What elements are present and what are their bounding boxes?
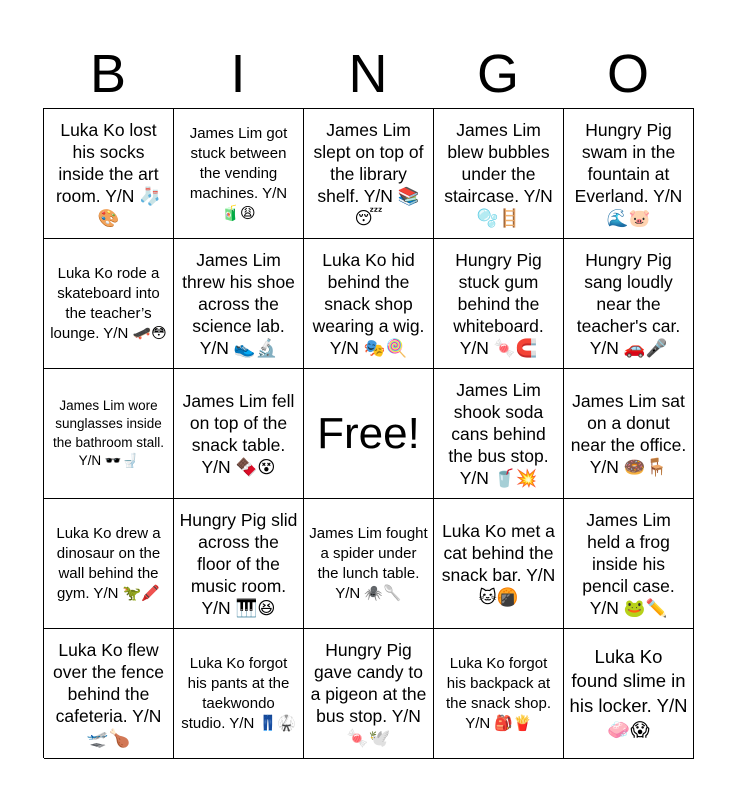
- cell-text: Hungry Pig swam in the fountain at Everland. Y/N 🌊🐷: [574, 119, 688, 228]
- cell-text: Luka Ko flew over the fence behind the cafeteria. Y/N 🛫🍗: [53, 639, 169, 748]
- bingo-board: [43, 108, 694, 758]
- bingo-cell-2-5[interactable]: [564, 239, 694, 369]
- cell-text: James Lim sat on a donut near the office. Y/N 🍩🪑: [570, 390, 691, 477]
- bingo-cell-4-3[interactable]: [304, 499, 434, 629]
- header-letter-i: I: [230, 44, 246, 104]
- bingo-cell-3-1[interactable]: [44, 369, 174, 499]
- bingo-cell-5-5[interactable]: [564, 629, 694, 759]
- bingo-cell-3-4[interactable]: [434, 369, 564, 499]
- bingo-cell-3-5[interactable]: [564, 369, 694, 499]
- bingo-cell-5-4[interactable]: [434, 629, 564, 759]
- bingo-cell-2-2[interactable]: [174, 239, 304, 369]
- cell-text: Luka Ko lost his socks inside the art room. Y/N 🧦🎨: [55, 119, 164, 228]
- cell-text: James Lim fell on top of the snack table. Y/N 🍫😵: [182, 390, 300, 477]
- cell-text: James Lim wore sunglasses inside the bathroom stall. Y/N 🕶️🚽: [52, 397, 168, 468]
- header-letter-g: G: [476, 44, 519, 104]
- cell-text: Luka Ko drew a dinosaur on the wall behind the gym. Y/N 🦖🖍️: [56, 524, 165, 602]
- cell-text: James Lim slept on top of the library shelf. Y/N 📚😴: [313, 119, 429, 228]
- bingo-cell-5-2[interactable]: [174, 629, 304, 759]
- cell-text: Hungry Pig sang loudly near the teacher's car. Y/N 🚗🎤: [576, 249, 685, 358]
- bingo-cell-4-5[interactable]: [564, 499, 694, 629]
- bingo-cell-5-1[interactable]: [44, 629, 174, 759]
- cell-text: James Lim threw his shoe across the science lab. Y/N 👟🔬: [182, 249, 300, 358]
- bingo-header: [43, 40, 693, 108]
- header-letter-n: N: [348, 44, 388, 104]
- bingo-cell-2-4[interactable]: [434, 239, 564, 369]
- bingo-cell-4-2[interactable]: [174, 499, 304, 629]
- cell-text: James Lim blew bubbles under the staircase. Y/N 🫧🪜: [444, 119, 558, 228]
- bingo-cell-free-space[interactable]: [304, 369, 434, 499]
- cell-text: James Lim got stuck between the vending machines. Y/N 🧃😩: [189, 124, 292, 222]
- cell-text: James Lim fought a spider under the lunch table. Y/N 🕷️🥄: [309, 524, 432, 602]
- cell-text: Hungry Pig gave candy to a pigeon at the bus stop. Y/N 🍬🕊️: [310, 639, 432, 748]
- cell-text: Luka Ko forgot his pants at the taekwondo studio. Y/N 👖🥋: [181, 654, 296, 732]
- bingo-cell-3-2[interactable]: [174, 369, 304, 499]
- bingo-cell-1-4[interactable]: [434, 109, 564, 239]
- cell-text: James Lim shook soda cans behind the bus stop. Y/N 🥤💥: [448, 379, 554, 488]
- header-letter-b: B: [89, 44, 127, 104]
- bingo-cell-5-3[interactable]: [304, 629, 434, 759]
- free-space-text: Free!: [317, 408, 420, 458]
- bingo-cell-1-2[interactable]: [174, 109, 304, 239]
- bingo-cell-1-5[interactable]: [564, 109, 694, 239]
- cell-text: James Lim held a frog inside his pencil case. Y/N 🐸✏️: [582, 509, 680, 618]
- cell-text: Hungry Pig slid across the floor of the music room. Y/N 🎹😆: [179, 509, 303, 618]
- cell-text: Hungry Pig stuck gum behind the whiteboard. Y/N 🍬🧲: [453, 249, 549, 358]
- bingo-cell-1-1[interactable]: [44, 109, 174, 239]
- bingo-cell-2-1[interactable]: [44, 239, 174, 369]
- cell-text: Luka Ko hid behind the snack shop wearing a wig. Y/N 🎭🍭: [312, 249, 429, 358]
- header-letter-o: O: [606, 44, 649, 104]
- bingo-cell-4-1[interactable]: [44, 499, 174, 629]
- cell-text: Luka Ko forgot his backpack at the snack shop. Y/N 🎒🍟: [445, 654, 555, 732]
- cell-text: Luka Ko found slime in his locker. Y/N 🧼😱: [569, 645, 693, 740]
- bingo-cell-4-4[interactable]: [434, 499, 564, 629]
- cell-text: Luka Ko met a cat behind the snack bar. Y/N 🐱🍘: [441, 520, 561, 607]
- cell-text: Luka Ko rode a skateboard into the teacher’s lounge. Y/N 🛹😳: [50, 264, 167, 342]
- bingo-cell-1-3[interactable]: [304, 109, 434, 239]
- bingo-cell-2-3[interactable]: [304, 239, 434, 369]
